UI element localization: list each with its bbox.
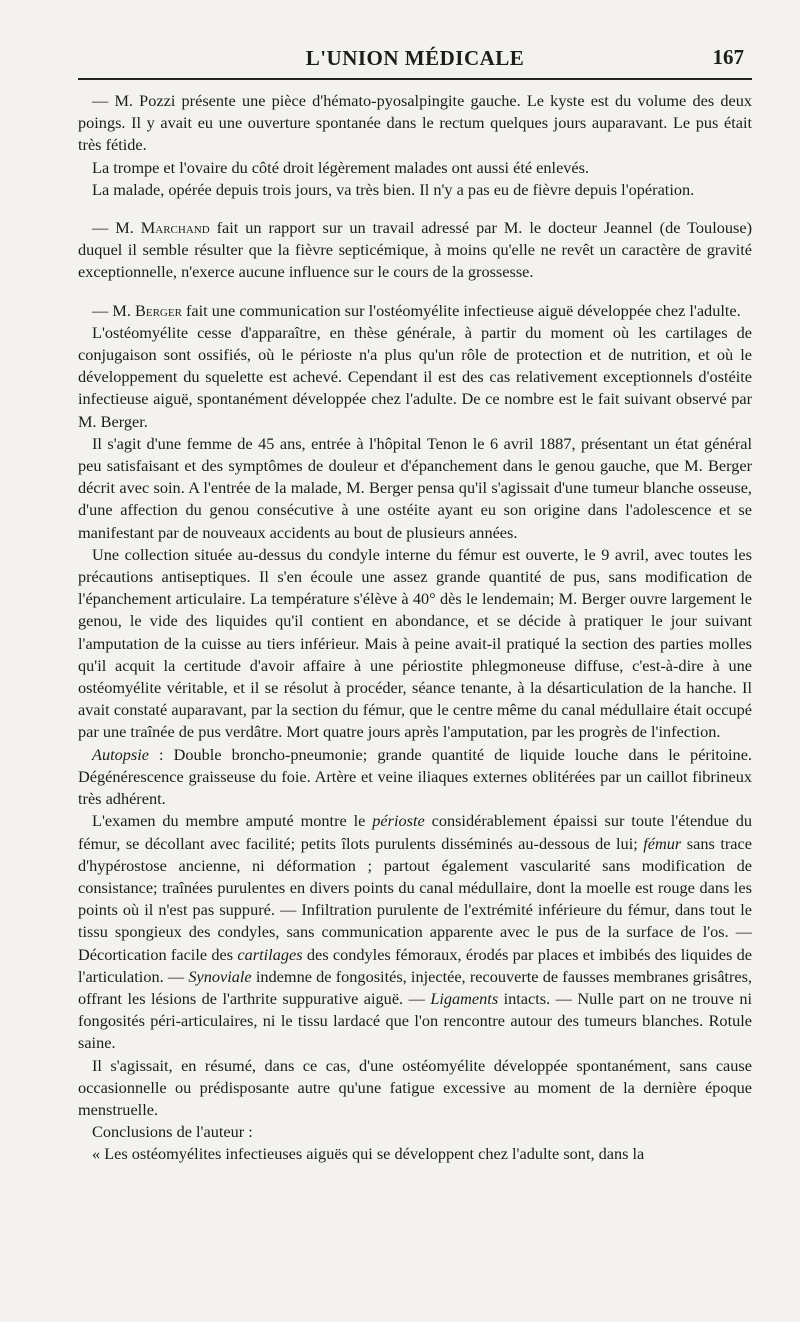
text-segment: Berger: [134, 300, 182, 320]
text-segment: L'ostéomyélite cesse d'apparaître, en thèse générale, à partir du moment où les cartilages de conjugaison sont ossifiés, où le périoste n'a plus qu'un rôle de protection et de nutrition, et où le développement du squelette est achevé. Cependant il est des cas relativement exceptionnels d'ostéite infectieuse aiguë, spontanément développée chez l'adulte. De ce nombre est le fait suivant observé par M. Berger.: [78, 322, 752, 431]
text-segment: La trompe et l'ovaire du côté droit légèrement malades ont aussi été enlevés.: [92, 157, 590, 177]
text-segment: intacts. — Nulle part on ne trouve ni fongosités péri-articulaires, ni le tissu lardacé que l'on rencontre autour des tumeurs blanches. Rotule saine.: [78, 988, 752, 1053]
paragraph-p13: [78, 1143, 752, 1165]
paragraph-p3: [78, 179, 752, 201]
text-segment: indemne de fongosités, injectée, recouverte de fausses membranes grisâtres, offrant les lésions de l'arthrite suppurative aiguë. —: [78, 966, 753, 1008]
paragraph-p6: [78, 322, 752, 433]
paragraph-p1: [78, 90, 752, 157]
text-segment: — M. Pozzi présente une pièce d'hémato-pyosalpingite gauche. Le kyste est du volume des deux poings. Il y avait eu une ouverture spontanée dans le rectum quelques jours auparavant. Le pus était très fétide.: [78, 91, 752, 155]
paragraph-p12: [78, 1121, 752, 1143]
text-segment: Marchand: [140, 218, 210, 238]
text-segment: fait un rapport sur un travail adressé par M. le docteur Jeannel (de Toulouse) duquel il semble résulter que la fièvre septicémique, à moins qu'elle ne revêt un caractère de gravité exceptionnelle, n'exerce aucune influence sur le cours de la grossesse.: [78, 218, 752, 282]
paragraph-p5: [78, 300, 752, 322]
text-segment: Il s'agissait, en résumé, dans ce cas, d'une ostéomyélite développée spontanément, sans cause occasionnelle ou prédisposante autre qu'une fatigue excessive au moment de la dernière époque menstruelle.: [78, 1055, 752, 1119]
paragraph-p9: [78, 744, 752, 811]
text-segment: considérablement épaissi sur toute l'étendue du fémur, se décollant avec facilité; petits îlots purulents disséminés au-dessous de lui;: [78, 811, 752, 853]
article-body: [78, 90, 752, 1166]
text-segment: Conclusions de l'auteur :: [92, 1122, 253, 1142]
paragraph-p4: [78, 217, 752, 284]
text-segment: fémur: [643, 833, 682, 853]
text-segment: des condyles fémoraux, érodés par places et imbibés des liquides de l'articulation. —: [78, 944, 752, 986]
text-segment: Il s'agit d'une femme de 45 ans, entrée à l'hôpital Tenon le 6 avril 1887, présentant un état général peu satisfaisant et des symptômes de douleur et d'épanchement dans le genou gauche, que M. Berger décrit avec soin. A l'entrée de la malade, M. Berger pensa qu'il s'agissait d'une tumeur blanche osseuse, d'une affection du genou consécutive à une ostéite ayant eu son origine dans l'adolescence et se manifestant par de nouveaux accidents au bout de plusieurs années.: [78, 433, 752, 542]
text-segment: « Les ostéomyélites infectieuses aiguës qui se développent chez l'adulte sont, dans la: [92, 1144, 645, 1164]
text-segment: Une collection située au-dessus du condyle interne du fémur est ouverte, le 9 avril, avec toutes les précautions antiseptiques. Il s'en écoule une assez grande quantité de pus, sans modification de l'épanchement articulaire. La température s'élève à 40° dès le lendemain; M. Berger ouvre largement le genou, le vide des liquides qu'il contient en abondance, et se décide à pratiquer le jour suivant l'amputation de la cuisse au tiers inférieur. Mais à peine avait-il pratiqué la section des parties molles qu'il acquit la certitude d'avoir affaire à une périostite phlegmoneuse diffuse, c'est-à-dire à une ostéomyélite véritable, et il se résolut à procéder, séance tenante, à la désarticulation de la hanche. Il avait constaté auparavant, par la section du fémur, que le centre même du canal médullaire était occupé par une traînée de pus verdâtre. Mort quatre jours après l'amputation, par les progrès de l'infection.: [78, 544, 752, 742]
paragraph-p2: [78, 157, 752, 179]
text-segment: Autopsie: [92, 744, 149, 764]
text-segment: cartilages: [237, 944, 303, 964]
paragraph-p7: [78, 433, 752, 544]
header-rule: [78, 78, 752, 80]
paragraph-p10: [78, 810, 752, 1054]
text-segment: Ligaments: [430, 988, 499, 1008]
paragraph-p8: [78, 544, 752, 744]
text-segment: — M.: [92, 300, 135, 320]
journal-title: L'UNION MÉDICALE: [305, 46, 525, 70]
text-segment: fait une communication sur l'ostéomyélite infectieuse aiguë développée chez l'adulte.: [181, 300, 741, 320]
text-segment: La malade, opérée depuis trois jours, va très bien. Il n'y a pas eu de fièvre depuis l'opération.: [92, 179, 695, 199]
page-header: [78, 40, 752, 72]
page-number: 167: [712, 45, 744, 69]
text-segment: : Double broncho-pneumonie; grande quantité de liquide louche dans le péritoine. Dégénérescence graisseuse du foie. Artère et veine iliaques externes oblitérées par un caillot fibrineux très adhérent.: [78, 744, 752, 809]
text-segment: sans trace d'hypérostose ancienne, ni déformation ; partout également vascularité sans modification de consistance; traînées purulentes en divers points du canal médullaire, dont la moelle est rouge dans les points où il n'est pas suppuré. — Infiltration purulente de l'extrémité inférieure du fémur, dans tout le tissu spongieux des condyles, sans communication apparente avec le pus de la surface de l'os. — Décortication facile des: [78, 833, 752, 964]
text-segment: Synoviale: [188, 966, 252, 986]
text-segment: — M.: [92, 218, 141, 238]
text-segment: périoste: [372, 811, 425, 831]
text-segment: L'examen du membre amputé montre le: [92, 811, 373, 831]
paragraph-p11: [78, 1055, 752, 1122]
